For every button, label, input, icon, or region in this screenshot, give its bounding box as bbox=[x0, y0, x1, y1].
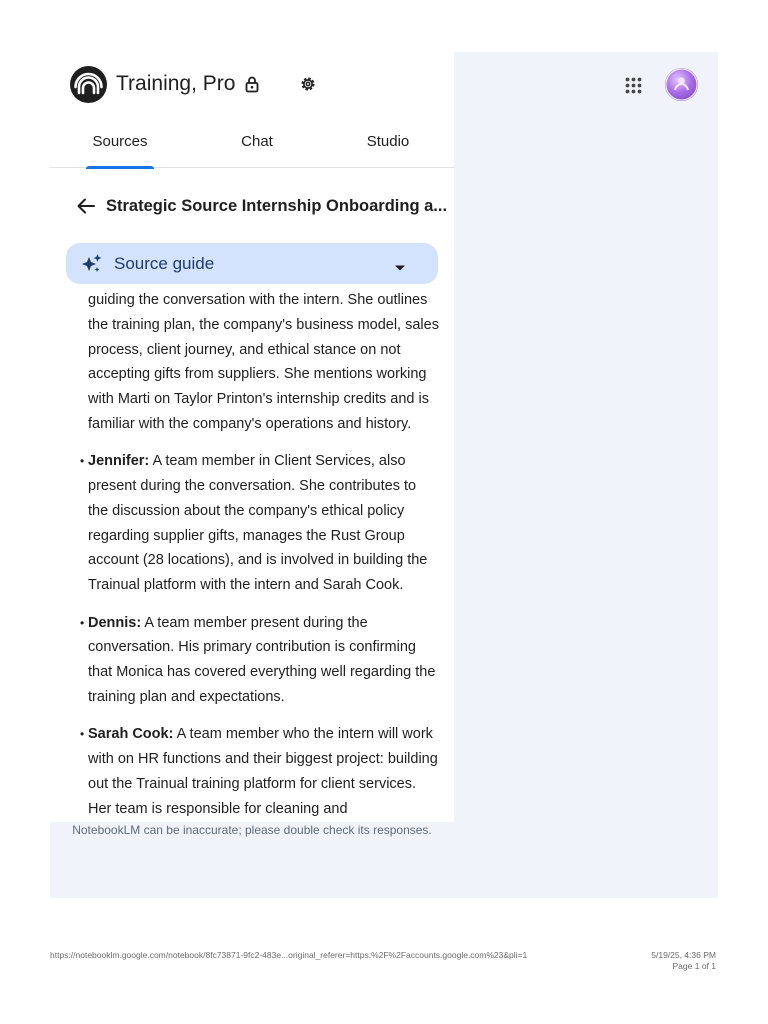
person-name: Dennis: bbox=[88, 614, 142, 631]
chevron-down-icon bbox=[394, 259, 406, 267]
tab-label: Sources bbox=[92, 133, 148, 150]
apps-grid-icon[interactable] bbox=[625, 77, 642, 94]
bullet-dot: • bbox=[80, 727, 85, 742]
print-datetime: 5/19/25, 4:36 PM bbox=[651, 950, 716, 960]
lock-icon[interactable] bbox=[243, 75, 261, 93]
list-item bbox=[80, 611, 440, 710]
print-date bbox=[651, 950, 716, 972]
tab-studio[interactable] bbox=[356, 120, 420, 168]
notebooklm-logo-icon[interactable] bbox=[70, 66, 107, 103]
person-description: A team member who the intern will work with on HR functions and their biggest project: building out the Trainual training platform for client services. Her team is responsible for cleaning and bbox=[88, 726, 438, 817]
tab-label: Studio bbox=[366, 133, 410, 150]
source-title: Strategic Source Internship Onboarding a... bbox=[106, 197, 448, 215]
list-item bbox=[80, 449, 440, 598]
disclaimer-text: NotebookLM can be inaccurate; please double check its responses. bbox=[72, 823, 432, 837]
gear-icon[interactable] bbox=[299, 75, 317, 93]
sparkle-icon bbox=[81, 252, 103, 274]
notebook-page bbox=[50, 52, 718, 898]
panel-tabs bbox=[50, 120, 454, 168]
back-arrow-icon[interactable] bbox=[75, 195, 97, 217]
bullet-dot: • bbox=[80, 615, 85, 630]
summary-paragraph: guiding the conversation with the intern. She outlines the training plan, the company's business model, sales process, client journey, and ethical stance on not accepting gifts from suppliers. She mentions working with Marti on Taylor Printon's internship credits and is familiar with the company's operations and history. bbox=[88, 292, 439, 432]
sources-panel bbox=[50, 52, 454, 822]
bullet-dot: • bbox=[80, 454, 85, 469]
person-description: A team member present during the conversation. His primary contribution is confirming that Monica has covered everything well regarding the training plan and expectations. bbox=[88, 614, 436, 705]
active-tab-indicator bbox=[86, 166, 154, 169]
notebook-title[interactable]: Training, Pro bbox=[116, 72, 236, 95]
print-page-number: Page 1 of 1 bbox=[672, 961, 716, 971]
tab-label: Chat bbox=[241, 133, 273, 150]
person-name: Sarah Cook: bbox=[88, 726, 174, 743]
source-guide-content bbox=[80, 288, 440, 821]
avatar[interactable] bbox=[665, 68, 698, 101]
print-url: https://notebooklm.google.com/notebook/8fc73871-9fc2-483e...original_referer=https:%2F%2Faccounts.google.com%23&pli=1 bbox=[50, 950, 528, 960]
source-guide-toggle[interactable] bbox=[66, 243, 438, 284]
tab-sources[interactable] bbox=[86, 120, 154, 168]
source-guide-label: Source guide bbox=[114, 254, 215, 273]
person-name: Jennifer: bbox=[88, 453, 150, 470]
person-description: A team member in Client Services, also present during the conversation. She contributes to the discussion about the company's ethical policy regarding supplier gifts, manages the Rust Group account (28 locations), and is involved in building the Trainual platform with the intern and Sarah Cook. bbox=[88, 453, 428, 594]
list-item bbox=[80, 722, 440, 821]
tab-chat[interactable] bbox=[230, 120, 284, 168]
